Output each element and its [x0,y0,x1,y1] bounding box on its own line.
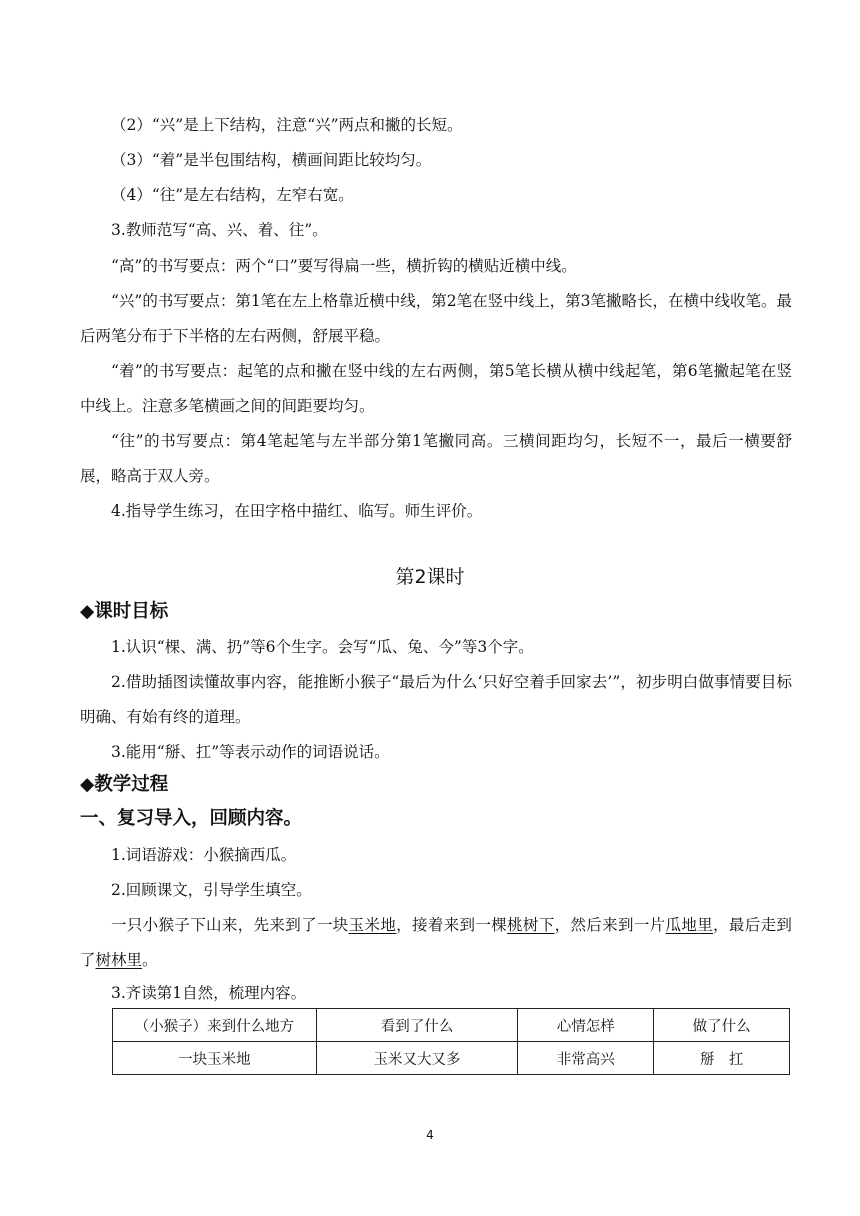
goal-2: 2.借助插图读懂故事内容，能推断小猴子“最后为什么‘只好空着手回家去’”，初步明白做事情要目标明确、有始有终的道理。 [80,673,792,726]
fill-text: 。 [142,951,158,969]
step-3-read: 3.齐读第1自然，梳理内容。 [111,984,307,1002]
writing-point-gao: “高”的书写要点：两个“口”要写得扁一些，横折钩的横贴近横中线。 [111,257,577,275]
fill-text: ，然后来到一片 [554,916,666,934]
process-heading: ◆教学过程 [80,774,169,795]
fill-answer-4: 树林里 [95,951,143,969]
fill-answer-1: 玉米地 [348,916,397,934]
step-1: 1.词语游戏：小猴摘西瓜。 [111,846,297,864]
part1-heading: 一、复习导入，回顾内容。 [80,808,303,829]
table-cell: 非常高兴 [518,1042,654,1075]
step-2: 2.回顾课文，引导学生填空。 [111,881,312,899]
table-cell: 玉米又大又多 [316,1042,518,1075]
writing-point-wang: “往”的书写要点：第4笔起笔与左半部分第1笔撇同高。三横间距均匀，长短不一，最后一横要舒展，略高于双人旁。 [80,432,792,485]
table-row [113,1042,790,1075]
table-header-cell: 心情怎样 [518,1009,654,1042]
goals-heading: ◆课时目标 [80,601,169,622]
fill-in-paragraph [80,908,792,978]
writing-point-xing: “兴”的书写要点：第1笔在左上格靠近横中线，第2笔在竖中线上，第3笔撇略长，在横中线收笔。最后两笔分布于下半格的左右两侧，舒展平稳。 [80,292,792,345]
table-cell: 掰 扛 [654,1042,790,1075]
summary-table [112,1008,790,1075]
goal-1: 1.认识“棵、满、扔”等6个生字。会写“瓜、兔、今”等3个字。 [111,638,534,656]
table-header-row [113,1009,790,1042]
table-header-cell: 做了什么 [654,1009,790,1042]
point-3: （3）“着”是半包围结构，横画间距比较均匀。 [111,151,432,169]
writing-point-zhe: “着”的书写要点：起笔的点和撇在竖中线的左右两侧，第5笔长横从横中线起笔，第6笔撇起笔在竖中线上。注意多笔横画之间的间距要均匀。 [80,362,792,415]
fill-text: 一只小猴子下山来，先来到了一块 [111,916,349,934]
fill-text: ，接着来到一棵 [396,916,508,934]
page-number: 4 [426,1128,434,1142]
table-header-cell: 看到了什么 [316,1009,518,1042]
point-4: （4）“往”是左右结构，左窄右宽。 [111,186,354,204]
table-header-cell: （小猴子）来到什么地方 [113,1009,317,1042]
step-3: 3.教师范写“高、兴、着、往”。 [111,221,328,239]
fill-answer-2: 桃树下 [507,916,555,934]
table-cell: 一块玉米地 [113,1042,317,1075]
fill-answer-3: 瓜地里 [665,916,714,934]
goal-3: 3.能用“掰、扛”等表示动作的词语说话。 [111,743,390,761]
fill-text: ，最后走到了 [80,916,792,969]
step-4: 4.指导学生练习，在田字格中描红、临写。师生评价。 [111,502,483,520]
point-2: （2）“兴”是上下结构，注意“兴”两点和撇的长短。 [111,116,463,134]
lesson-title: 第2课时 [395,566,465,588]
